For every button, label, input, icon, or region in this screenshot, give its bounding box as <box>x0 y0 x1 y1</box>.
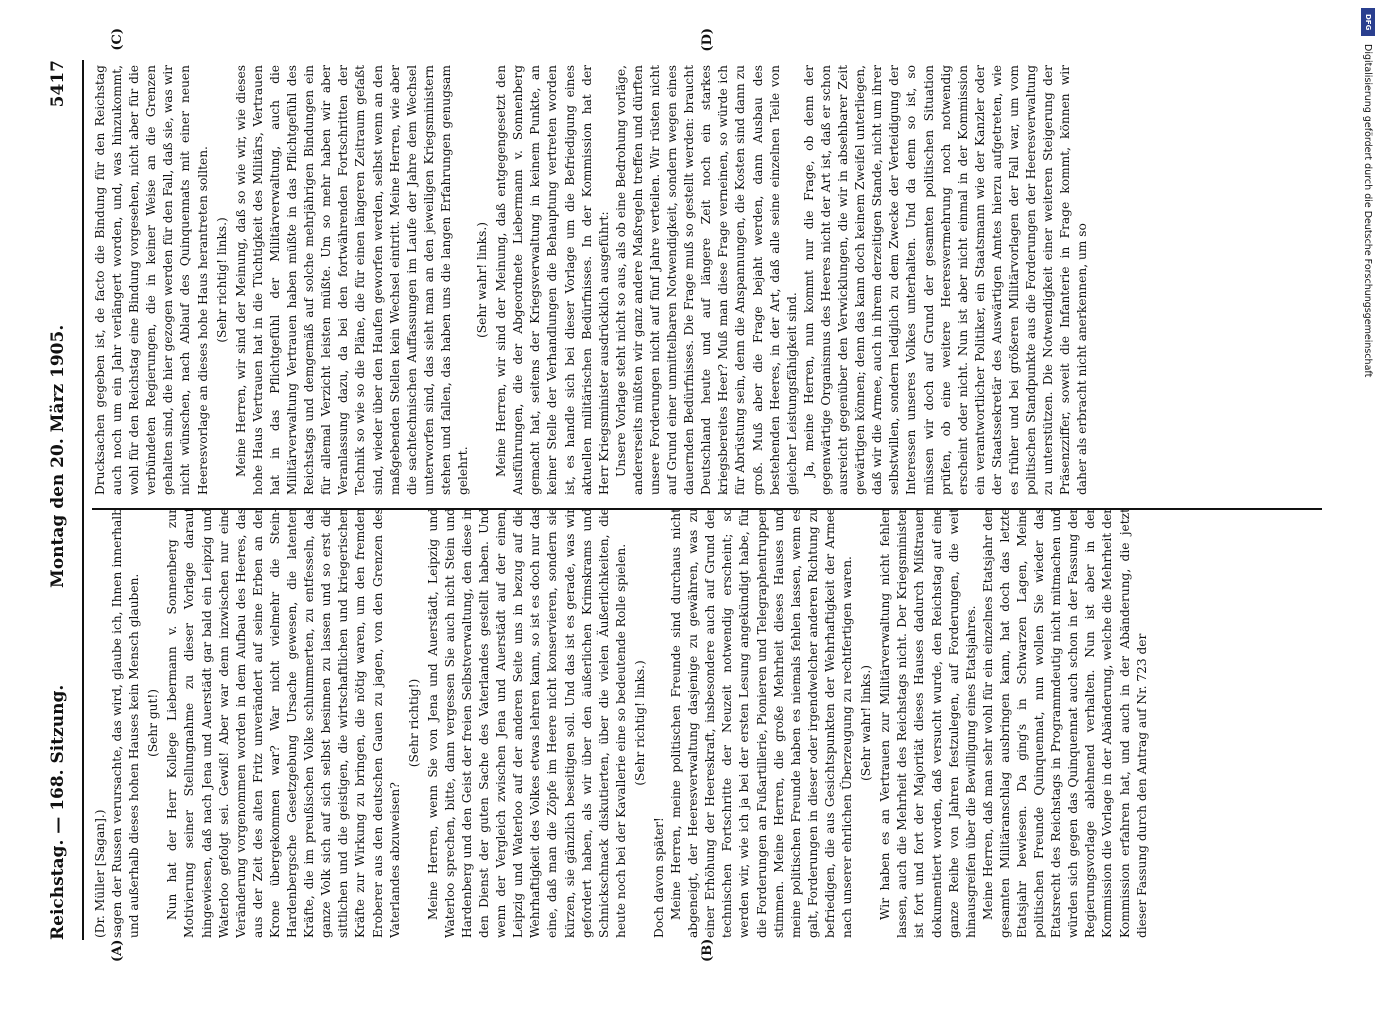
paragraph: (Sehr richtig! links.) <box>632 660 647 786</box>
paragraph: Wir haben es an Vertrauen zur Militärverwaltung nicht fehlen lassen, auch die Mehrheit des Reichstags nicht. Der Kriegsminister ist fort und fort der Majorität dieses Hauses dadurch Mißtrauen dokumentiert worden, daß versucht wurde, den Reichstag auf eine ganze Reihe von Jahren festzulegen, auf Forderungen, die weit hinausgreifen über die Bewilligung eines Etatsjahres. <box>878 508 978 938</box>
header-session: Reichstag. — 168. Sitzung. <box>48 684 68 940</box>
page-header <box>40 60 80 940</box>
paragraph: Meine Herren, wenn Sie von Jena und Auerstädt, Leipzig und Waterloo sprechen, bitte, dann vergessen Sie auch nicht Stein und Hardenberg und den Geist der freien Selbstverwaltung, den diese in den Dienst der guten Sache des Vaterlandes gestellt haben. Und wenn der Vergleich zwischen Jena und Auerstädt auf der einen, Leipzig und Waterloo auf der anderen Seite uns in bezug auf die Wehrhaftigkeit des Volkes etwas lehren kann, so ist es doch nur das eine, daß man die Zöpfe im Heere nicht konservieren, sondern sie kürzen, sie gänzlich beseitigen soll. Und das ist es gerade, was wir gefordert haben, als wir über den äußerlichen Krimskrams und Schnickschnack diskutierten, über die vielen Äußerlichkeiten, die heute noch bei der Kavallerie eine so bedeutende Rolle spielen. <box>425 508 628 938</box>
page-number: 5417 <box>48 60 68 108</box>
paragraph: (Sehr wahr! links.) <box>475 222 490 338</box>
margin-marker-a: (A) <box>110 939 125 962</box>
left-column <box>92 508 1322 938</box>
paragraph: sagen der Russen verursachte, das wird, glaube ich, Ihnen innerhalb und außerhalb dieses hohen Hauses kein Mensch glauben. <box>110 508 142 938</box>
paragraph: Meine Herren, wir sind der Meinung, daß entgegengesetzt den Ausführungen, die der Abgeordnete Liebermann v. Sonnenberg gemacht hat, seitens der Kriegsverwaltung in keinem Punkte, an keiner Stelle der Verhandlungen die Behauptung vertreten worden ist, es handle sich bei dieser Vorlage um die Befriedigung eines aktuellen militärischen Bedürfnisses. In der Kommission hat der Herr Kriegsminister ausdrücklich ausgeführt: <box>494 65 611 495</box>
header-date: Montag den 20. März 1905. <box>48 324 68 588</box>
margin-marker-c: (C) <box>110 28 125 51</box>
paragraph: (Sehr wahr! links.) <box>859 665 874 781</box>
margin-marker-d: (D) <box>700 28 715 52</box>
paragraph: Ja, meine Herren, nun kommt nur die Frage, ob denn der gegenwärtige Organismus des Heeres nicht der Art ist, daß er schon ausreicht gegenüber den Verwicklungen, die wir in absehbarer Zeit gewärtigen können; denn das kann doch keinem Zweifel unterliegen, daß wir die Armee, auch in ihrem derzeitigen Stande, nicht um ihrer selbstwillen, sondern lediglich zu dem Zwecke der Verteidigung der Interessen unseres Volkes unterhalten. Und da denn so ist, so müssen wir doch auf Grund der gesamten politischen Situation prüfen, ob eine weitere Heeresvermehrung noch notwendig erscheint oder nicht. Nun ist aber nicht einmal in der Kommission ein verantwortlicher Politiker, ein Staatsmann wie der Kanzler oder der Staatssekretär des Auswärtigen Amtes hierzu aufgetreten, wie es früher und bei größeren Militärvorlagen der Fall war, um vom politischen Standpunkte aus die Forderungen der Heeresverwaltung zu unterstützen. Die Notwendigkeit einer weiteren Steigerung der Präsenzziffer, soweit die Infanterie in Frage kommt, können wir daher als erbracht nicht anerkennen, um so <box>801 65 1090 495</box>
dfg-logo: DFG <box>1361 8 1375 36</box>
paragraph: Meine Herren, meine politischen Freunde sind durchaus nicht abgeneigt, der Heeresverwaltung dasjenige zu gewähren, was zu einer Erhöhung der Heereskraft, insbesondere auch auf Grund der technischen Fortschritte der Neuzeit notwendig erscheint; so werden wir, wie ich ja bei der ersten Lesung angekündigt habe, für die Forderungen an Fußartillerie, Pionieren und Telegraphentruppen stimmen. Meine Herren, die große Mehrheit dieses Hauses und meine politischen Freunde haben es niemals fehlen lassen, wenn es galt, Forderungen in dieser oder irgendwelcher anderen Richtung zu befriedigen, die aus Gesichtspunkten der Wehrhaftigkeit der Armee nach unserer ehrlichen Überzeugung zu rechtfertigen waren. <box>669 508 855 938</box>
paragraph: (Sehr richtig!) <box>406 678 421 768</box>
digitization-note <box>1359 44 1377 1024</box>
paragraph: (Sehr gut!) <box>146 688 161 758</box>
margin-marker-b: (B) <box>700 938 715 962</box>
paragraph: Doch davon später! <box>652 817 666 938</box>
column-separator <box>92 508 1322 510</box>
paragraph: (Dr. Müller [Sagan].) <box>93 809 107 938</box>
paragraph: (Sehr richtig! links.) <box>214 217 229 343</box>
header-rule <box>82 60 84 940</box>
digitization-note-text: Digitalisierung gefördert durch die Deutsche Forschungsgemeinschaft <box>1362 44 1373 378</box>
paragraph: Nun hat der Herr Kollege Liebermann v. Sonnenberg zur Motivierung seiner Stellungnahme zu dieser Vorlage darauf hingewiesen, daß nach Jena und Auerstädt gar bald ein Leipzig und Waterloo gefolgt sei. Gewiß! Aber war denn inzwischen nur eine Veränderung vorgenommen worden in dem Aufbau des Heeres, das aus der Zeit des alten Fritz unverändert auf seine Erben an der Krone übergekommen war? War nicht vielmehr die Stein-Hardenbergsche Gesetzgebung Ursache gewesen, die latenten Kräfte, die im preußischen Volke schlummerten, zu entfesseln, das ganze Volk sich auf sich selbst besinnen zu lassen und so erst die sittlichen und die geistigen, die wirtschaftlichen und kriegerischen Kräfte zur Wirkung zu bringen, die nötig waren, um den fremden Eroberer aus den deutschen Gauen zu jagen, von den Grenzen des Vaterlandes abzuweisen? <box>165 508 402 938</box>
paragraph: Drucksachen gegeben ist, de facto die Bindung für den Reichstag auch noch um ein Jahr verlängert worden, und, was hinzukommt, wohl für den Reichstag eine Bindung vorgesehen, nicht aber für die verbündeten Regierungen, die in keiner Weise an die Grenzen gehalten sind, die hier gezogen werden für den Fall, daß sie, was wir nicht wünschen, nach Ablauf des Quinquennats mit einer neuen Heeresvorlage an dieses hohe Haus herantreten sollten. <box>93 65 210 495</box>
right-column <box>92 65 1322 495</box>
paragraph: Unsere Vorlage steht nicht so aus, als ob eine Bedrohung vorläge, andererseits müßten wir ganz andere Maßregeln treffen und dürften unsere Forderungen nicht auf fünf Jahre verteilen. Wir rüsten nicht auf Grund einer unmittelbaren Notwendigkeit, sondern wegen eines dauernden Bedürfnisses. Die Frage muß so gestellt werden: braucht Deutschland heute und auf längere Zeit noch ein starkes kriegsbereites Heer? Muß man diese Frage verneinen, so würde ich für Abrüstung sein, denn die Anspannungen, die Kosten sind dann zu groß. Muß aber die Frage bejaht werden, dann Ausbau des bestehenden Heeres, in der Art, daß alle seine einzelnen Teile von gleicher Leistungsfähigkeit sind. <box>613 65 799 495</box>
paragraph: Meine Herren, daß man sehr wohl für ein einzelnes Etatsjahr den gesamten Militäranschlag ausbringen kann, hat doch das letzte Etatsjahr bewiesen. Da ging's in Schwarzen Lagen, Meine politischen Freunde Quinquennat, nun wollen Sie wieder das Etatsrecht des Reichstags in Programmdeutig nicht mitmachen und würden sich gegen das Quinquennat auch schon in der Fassung der Regierungsvorlage ablehnend verhalten. Nun ist aber in der Kommission die Vorlage in der Abänderung, welche die Mehrheit der Kommission erfahren hat, und auch in der Abänderung, die jetzt dieser Fassung durch den Antrag auf Nr. 723 der <box>980 508 1149 938</box>
paragraph: Meine Herren, wir sind der Meinung, daß so wie wir, wie dieses hohe Haus Vertrauen hat in die Tüchtigkeit des Militärs, Vertrauen hat in das Pflichtgefühl der Militärverwaltung, auch die Militärverwaltung Vertrauen haben müßte in das Pflichtgefühl des Reichstags und demgemäß auf solche mehrjährigen Bindungen ein für allemal Verzicht leisten müßte. Um so mehr haben wir aber Veranlassung dazu, da bei den fortwährenden Fortschritten der Technik so wie so die Pläne, die für einen längeren Zeitraum gefaßt sind, wieder über den Haufen geworfen werden, selbst wenn an den maßgebenden Stellen kein Wechsel eintritt. Meine Herren, wie aber die sachtechnischen Auffassungen im Laufe der Jahre dem Wechsel unterworfen sind, das sieht man an den jeweiligen Kriegsministern stehen und fallen, das haben uns die langen Erfahrungen genugsam gelehrt. <box>233 65 470 495</box>
